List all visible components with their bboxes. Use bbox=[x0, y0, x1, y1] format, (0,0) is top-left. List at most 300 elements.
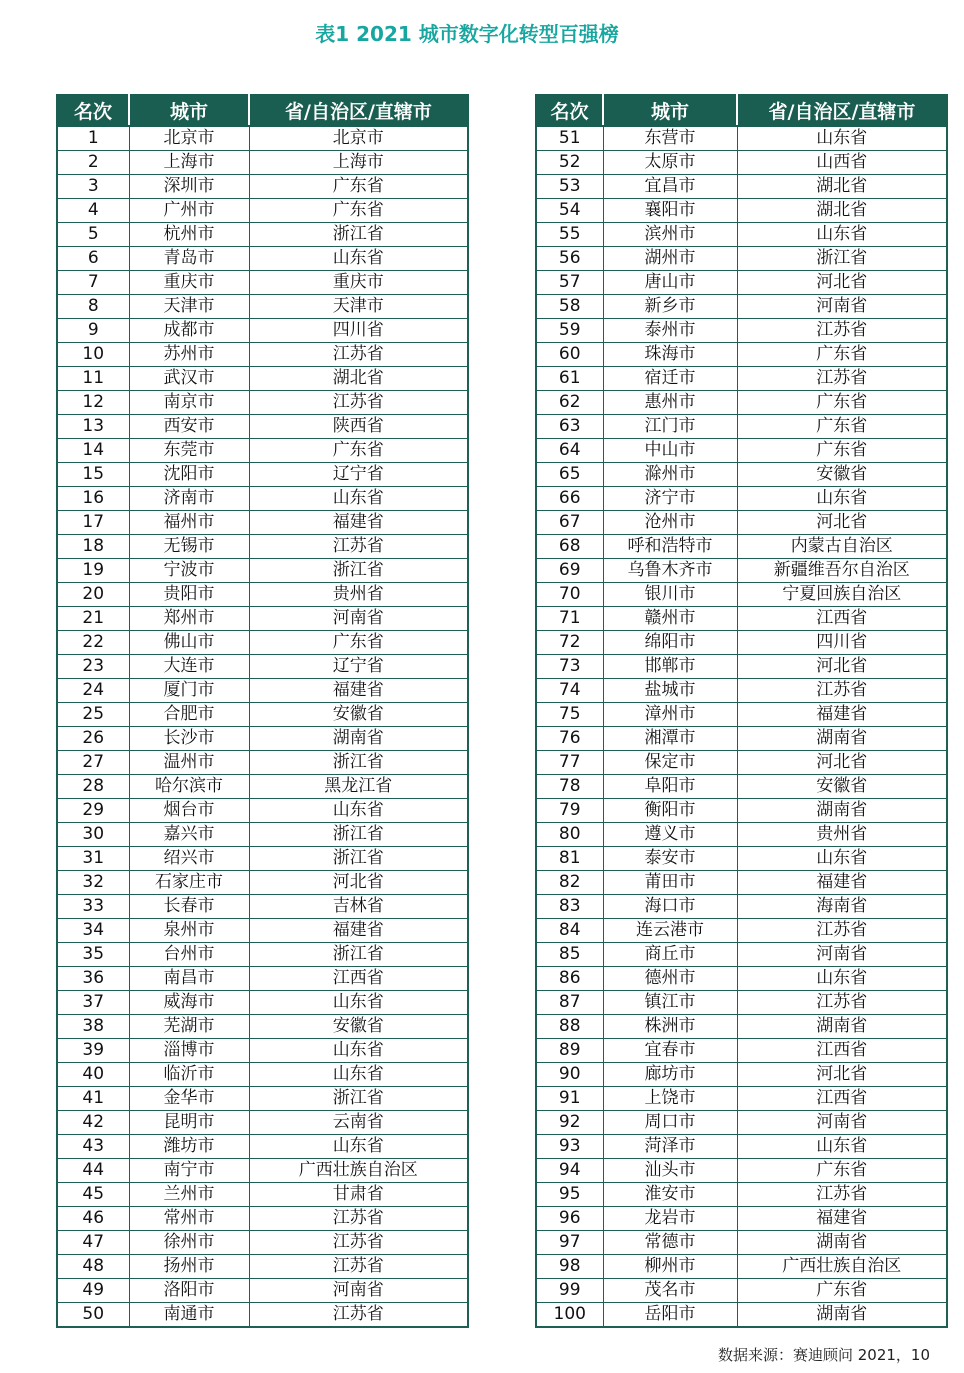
table-row bbox=[536, 991, 947, 1015]
city-cell: 苏州市 bbox=[129, 343, 249, 367]
city-cell: 常德市 bbox=[603, 1231, 737, 1255]
city-cell: 株洲市 bbox=[603, 1015, 737, 1039]
table-row bbox=[57, 319, 468, 343]
city-cell: 重庆市 bbox=[129, 271, 249, 295]
province-cell: 山东省 bbox=[249, 247, 468, 271]
table-row bbox=[57, 967, 468, 991]
province-cell: 浙江省 bbox=[249, 223, 468, 247]
city-cell: 柳州市 bbox=[603, 1255, 737, 1279]
rank-cell: 29 bbox=[57, 799, 129, 823]
province-cell: 广东省 bbox=[249, 175, 468, 199]
rank-cell: 13 bbox=[57, 415, 129, 439]
city-cell: 宜春市 bbox=[603, 1039, 737, 1063]
rank-cell: 92 bbox=[536, 1111, 603, 1135]
rank-cell: 80 bbox=[536, 823, 603, 847]
city-cell: 淄博市 bbox=[129, 1039, 249, 1063]
province-cell: 北京市 bbox=[249, 126, 468, 151]
province-cell: 山东省 bbox=[249, 1039, 468, 1063]
city-cell: 海口市 bbox=[603, 895, 737, 919]
province-cell: 四川省 bbox=[249, 319, 468, 343]
rank-cell: 76 bbox=[536, 727, 603, 751]
city-cell: 廊坊市 bbox=[603, 1063, 737, 1087]
city-cell: 金华市 bbox=[129, 1087, 249, 1111]
province-cell: 江苏省 bbox=[249, 1303, 468, 1328]
province-cell: 云南省 bbox=[249, 1111, 468, 1135]
province-cell: 天津市 bbox=[249, 295, 468, 319]
province-cell: 福建省 bbox=[737, 703, 947, 727]
table-row bbox=[536, 703, 947, 727]
province-cell: 河南省 bbox=[737, 943, 947, 967]
table-row bbox=[57, 751, 468, 775]
province-cell: 江苏省 bbox=[249, 391, 468, 415]
table-row bbox=[57, 775, 468, 799]
rank-cell: 72 bbox=[536, 631, 603, 655]
province-cell: 江苏省 bbox=[737, 991, 947, 1015]
city-cell: 长沙市 bbox=[129, 727, 249, 751]
table-row bbox=[536, 463, 947, 487]
table-row bbox=[57, 871, 468, 895]
rank-cell: 5 bbox=[57, 223, 129, 247]
city-cell: 南通市 bbox=[129, 1303, 249, 1328]
province-cell: 江西省 bbox=[737, 1087, 947, 1111]
province-cell: 福建省 bbox=[737, 1207, 947, 1231]
province-cell: 陕西省 bbox=[249, 415, 468, 439]
rank-cell: 66 bbox=[536, 487, 603, 511]
rank-cell: 21 bbox=[57, 607, 129, 631]
table-row bbox=[57, 1039, 468, 1063]
rank-cell: 52 bbox=[536, 151, 603, 175]
rank-cell: 11 bbox=[57, 367, 129, 391]
province-cell: 上海市 bbox=[249, 151, 468, 175]
table-row bbox=[536, 511, 947, 535]
province-cell: 广东省 bbox=[249, 199, 468, 223]
header-province: 省/自治区/直辖市 bbox=[249, 95, 468, 126]
city-cell: 天津市 bbox=[129, 295, 249, 319]
table-row bbox=[536, 487, 947, 511]
rank-cell: 43 bbox=[57, 1135, 129, 1159]
table-row bbox=[536, 199, 947, 223]
rank-cell: 65 bbox=[536, 463, 603, 487]
city-cell: 哈尔滨市 bbox=[129, 775, 249, 799]
city-cell: 太原市 bbox=[603, 151, 737, 175]
province-cell: 湖南省 bbox=[737, 1303, 947, 1328]
province-cell: 江苏省 bbox=[737, 1183, 947, 1207]
province-cell: 甘肃省 bbox=[249, 1183, 468, 1207]
city-cell: 深圳市 bbox=[129, 175, 249, 199]
province-cell: 山东省 bbox=[249, 1063, 468, 1087]
rank-cell: 42 bbox=[57, 1111, 129, 1135]
province-cell: 福建省 bbox=[737, 871, 947, 895]
city-cell: 兰州市 bbox=[129, 1183, 249, 1207]
province-cell: 广东省 bbox=[737, 1279, 947, 1303]
city-cell: 湖州市 bbox=[603, 247, 737, 271]
rank-cell: 59 bbox=[536, 319, 603, 343]
province-cell: 江苏省 bbox=[249, 1231, 468, 1255]
province-cell: 河北省 bbox=[737, 751, 947, 775]
table-row bbox=[536, 415, 947, 439]
province-cell: 湖北省 bbox=[737, 199, 947, 223]
province-cell: 山东省 bbox=[249, 991, 468, 1015]
city-cell: 上饶市 bbox=[603, 1087, 737, 1111]
table-row bbox=[57, 823, 468, 847]
table-row bbox=[57, 1159, 468, 1183]
rank-cell: 6 bbox=[57, 247, 129, 271]
table-row bbox=[57, 487, 468, 511]
city-cell: 绍兴市 bbox=[129, 847, 249, 871]
table-row bbox=[536, 1039, 947, 1063]
table-row bbox=[536, 727, 947, 751]
city-cell: 衡阳市 bbox=[603, 799, 737, 823]
province-cell: 浙江省 bbox=[249, 847, 468, 871]
province-cell: 河北省 bbox=[737, 271, 947, 295]
city-cell: 上海市 bbox=[129, 151, 249, 175]
city-cell: 中山市 bbox=[603, 439, 737, 463]
province-cell: 山东省 bbox=[737, 223, 947, 247]
table-row bbox=[536, 751, 947, 775]
province-cell: 河南省 bbox=[737, 1111, 947, 1135]
rank-cell: 32 bbox=[57, 871, 129, 895]
rank-cell: 60 bbox=[536, 343, 603, 367]
province-cell: 浙江省 bbox=[249, 1087, 468, 1111]
city-cell: 常州市 bbox=[129, 1207, 249, 1231]
city-cell: 南昌市 bbox=[129, 967, 249, 991]
province-cell: 江西省 bbox=[737, 607, 947, 631]
rank-cell: 84 bbox=[536, 919, 603, 943]
province-cell: 湖南省 bbox=[737, 799, 947, 823]
province-cell: 山东省 bbox=[249, 487, 468, 511]
rank-cell: 93 bbox=[536, 1135, 603, 1159]
city-cell: 徐州市 bbox=[129, 1231, 249, 1255]
province-cell: 四川省 bbox=[737, 631, 947, 655]
rank-cell: 94 bbox=[536, 1159, 603, 1183]
table-row bbox=[57, 535, 468, 559]
city-cell: 福州市 bbox=[129, 511, 249, 535]
city-cell: 威海市 bbox=[129, 991, 249, 1015]
rank-cell: 90 bbox=[536, 1063, 603, 1087]
city-cell: 贵阳市 bbox=[129, 583, 249, 607]
city-cell: 襄阳市 bbox=[603, 199, 737, 223]
city-cell: 嘉兴市 bbox=[129, 823, 249, 847]
table-row bbox=[57, 1183, 468, 1207]
table-row bbox=[57, 799, 468, 823]
province-cell: 浙江省 bbox=[249, 943, 468, 967]
city-cell: 南京市 bbox=[129, 391, 249, 415]
province-cell: 广东省 bbox=[737, 1159, 947, 1183]
table-row bbox=[536, 367, 947, 391]
rank-cell: 86 bbox=[536, 967, 603, 991]
province-cell: 江苏省 bbox=[249, 535, 468, 559]
table-row bbox=[536, 847, 947, 871]
table-row bbox=[57, 727, 468, 751]
table-row bbox=[536, 175, 947, 199]
table-row bbox=[536, 1111, 947, 1135]
table-row bbox=[57, 847, 468, 871]
table-row bbox=[536, 1063, 947, 1087]
rank-cell: 54 bbox=[536, 199, 603, 223]
rank-cell: 57 bbox=[536, 271, 603, 295]
city-cell: 芜湖市 bbox=[129, 1015, 249, 1039]
rank-cell: 18 bbox=[57, 535, 129, 559]
table-row bbox=[57, 175, 468, 199]
table-row bbox=[57, 1231, 468, 1255]
rank-cell: 55 bbox=[536, 223, 603, 247]
table-row bbox=[57, 271, 468, 295]
city-cell: 德州市 bbox=[603, 967, 737, 991]
rank-cell: 75 bbox=[536, 703, 603, 727]
rank-cell: 97 bbox=[536, 1231, 603, 1255]
city-cell: 宿迁市 bbox=[603, 367, 737, 391]
table-row bbox=[57, 991, 468, 1015]
province-cell: 黑龙江省 bbox=[249, 775, 468, 799]
province-cell: 山东省 bbox=[737, 126, 947, 151]
table-row bbox=[57, 223, 468, 247]
province-cell: 河北省 bbox=[737, 655, 947, 679]
table-row bbox=[536, 655, 947, 679]
rank-cell: 3 bbox=[57, 175, 129, 199]
city-cell: 银川市 bbox=[603, 583, 737, 607]
city-cell: 杭州市 bbox=[129, 223, 249, 247]
rank-cell: 44 bbox=[57, 1159, 129, 1183]
province-cell: 江苏省 bbox=[737, 367, 947, 391]
table-row bbox=[536, 151, 947, 175]
province-cell: 安徽省 bbox=[737, 775, 947, 799]
table-row bbox=[536, 559, 947, 583]
city-cell: 泰安市 bbox=[603, 847, 737, 871]
table-row bbox=[536, 319, 947, 343]
province-cell: 河南省 bbox=[737, 295, 947, 319]
province-cell: 安徽省 bbox=[249, 1015, 468, 1039]
province-cell: 湖北省 bbox=[249, 367, 468, 391]
province-cell: 湖南省 bbox=[737, 1015, 947, 1039]
rank-cell: 15 bbox=[57, 463, 129, 487]
province-cell: 广东省 bbox=[737, 439, 947, 463]
table-row bbox=[536, 1135, 947, 1159]
city-cell: 赣州市 bbox=[603, 607, 737, 631]
page-title: 表1 2021 城市数字化转型百强榜 bbox=[315, 22, 619, 46]
city-cell: 周口市 bbox=[603, 1111, 737, 1135]
table-row bbox=[536, 967, 947, 991]
table-row bbox=[57, 1063, 468, 1087]
city-cell: 成都市 bbox=[129, 319, 249, 343]
rank-cell: 88 bbox=[536, 1015, 603, 1039]
province-cell: 江苏省 bbox=[737, 919, 947, 943]
rank-cell: 91 bbox=[536, 1087, 603, 1111]
table-row bbox=[57, 1255, 468, 1279]
city-cell: 漳州市 bbox=[603, 703, 737, 727]
rank-cell: 30 bbox=[57, 823, 129, 847]
province-cell: 江苏省 bbox=[737, 679, 947, 703]
city-cell: 盐城市 bbox=[603, 679, 737, 703]
header-city: 城市 bbox=[603, 95, 737, 126]
city-cell: 江门市 bbox=[603, 415, 737, 439]
table-row bbox=[536, 775, 947, 799]
city-cell: 沈阳市 bbox=[129, 463, 249, 487]
table-row bbox=[536, 1087, 947, 1111]
rank-cell: 37 bbox=[57, 991, 129, 1015]
city-cell: 临沂市 bbox=[129, 1063, 249, 1087]
rank-cell: 10 bbox=[57, 343, 129, 367]
city-cell: 遵义市 bbox=[603, 823, 737, 847]
province-cell: 河北省 bbox=[737, 1063, 947, 1087]
province-cell: 吉林省 bbox=[249, 895, 468, 919]
rank-cell: 20 bbox=[57, 583, 129, 607]
province-cell: 山东省 bbox=[737, 967, 947, 991]
rank-cell: 49 bbox=[57, 1279, 129, 1303]
province-cell: 贵州省 bbox=[737, 823, 947, 847]
table-row bbox=[536, 1207, 947, 1231]
city-cell: 郑州市 bbox=[129, 607, 249, 631]
table-row bbox=[536, 1159, 947, 1183]
city-cell: 济宁市 bbox=[603, 487, 737, 511]
city-cell: 长春市 bbox=[129, 895, 249, 919]
table-row bbox=[536, 919, 947, 943]
province-cell: 安徽省 bbox=[249, 703, 468, 727]
province-cell: 江苏省 bbox=[249, 343, 468, 367]
table-row bbox=[57, 703, 468, 727]
province-cell: 山西省 bbox=[737, 151, 947, 175]
city-cell: 烟台市 bbox=[129, 799, 249, 823]
city-cell: 合肥市 bbox=[129, 703, 249, 727]
rank-cell: 70 bbox=[536, 583, 603, 607]
city-cell: 汕头市 bbox=[603, 1159, 737, 1183]
table-row bbox=[536, 1015, 947, 1039]
rank-cell: 71 bbox=[536, 607, 603, 631]
rank-cell: 35 bbox=[57, 943, 129, 967]
city-cell: 宜昌市 bbox=[603, 175, 737, 199]
city-cell: 温州市 bbox=[129, 751, 249, 775]
rank-cell: 61 bbox=[536, 367, 603, 391]
rank-cell: 62 bbox=[536, 391, 603, 415]
city-cell: 莆田市 bbox=[603, 871, 737, 895]
province-cell: 河北省 bbox=[249, 871, 468, 895]
table-row bbox=[57, 583, 468, 607]
table-row bbox=[57, 439, 468, 463]
rank-cell: 34 bbox=[57, 919, 129, 943]
city-cell: 菏泽市 bbox=[603, 1135, 737, 1159]
table-row bbox=[536, 439, 947, 463]
rank-cell: 50 bbox=[57, 1303, 129, 1328]
city-cell: 镇江市 bbox=[603, 991, 737, 1015]
table-row bbox=[536, 895, 947, 919]
city-cell: 台州市 bbox=[129, 943, 249, 967]
province-cell: 广西壮族自治区 bbox=[249, 1159, 468, 1183]
province-cell: 新疆维吾尔自治区 bbox=[737, 559, 947, 583]
header-province: 省/自治区/直辖市 bbox=[737, 95, 947, 126]
table-row bbox=[57, 679, 468, 703]
rank-cell: 99 bbox=[536, 1279, 603, 1303]
rank-cell: 98 bbox=[536, 1255, 603, 1279]
province-cell: 内蒙古自治区 bbox=[737, 535, 947, 559]
rank-cell: 95 bbox=[536, 1183, 603, 1207]
rank-cell: 1 bbox=[57, 126, 129, 151]
table-row bbox=[536, 1255, 947, 1279]
city-cell: 大连市 bbox=[129, 655, 249, 679]
province-cell: 安徽省 bbox=[737, 463, 947, 487]
rank-cell: 82 bbox=[536, 871, 603, 895]
rank-cell: 77 bbox=[536, 751, 603, 775]
rank-cell: 9 bbox=[57, 319, 129, 343]
city-cell: 昆明市 bbox=[129, 1111, 249, 1135]
table-header-row bbox=[536, 95, 947, 126]
city-cell: 绵阳市 bbox=[603, 631, 737, 655]
city-cell: 淮安市 bbox=[603, 1183, 737, 1207]
table-row bbox=[57, 1303, 468, 1328]
province-cell: 宁夏回族自治区 bbox=[737, 583, 947, 607]
city-cell: 泉州市 bbox=[129, 919, 249, 943]
city-cell: 龙岩市 bbox=[603, 1207, 737, 1231]
rank-cell: 51 bbox=[536, 126, 603, 151]
city-cell: 新乡市 bbox=[603, 295, 737, 319]
rank-cell: 68 bbox=[536, 535, 603, 559]
province-cell: 湖南省 bbox=[737, 727, 947, 751]
table-row bbox=[57, 343, 468, 367]
table-row bbox=[57, 415, 468, 439]
city-cell: 阜阳市 bbox=[603, 775, 737, 799]
table-row bbox=[536, 583, 947, 607]
province-cell: 浙江省 bbox=[249, 559, 468, 583]
table-row bbox=[536, 126, 947, 151]
rank-cell: 89 bbox=[536, 1039, 603, 1063]
table-row bbox=[57, 631, 468, 655]
rank-cell: 36 bbox=[57, 967, 129, 991]
city-cell: 济南市 bbox=[129, 487, 249, 511]
province-cell: 山东省 bbox=[737, 847, 947, 871]
rank-cell: 27 bbox=[57, 751, 129, 775]
city-cell: 连云港市 bbox=[603, 919, 737, 943]
table-row bbox=[57, 943, 468, 967]
rank-cell: 4 bbox=[57, 199, 129, 223]
rank-cell: 85 bbox=[536, 943, 603, 967]
city-cell: 北京市 bbox=[129, 126, 249, 151]
rank-cell: 40 bbox=[57, 1063, 129, 1087]
city-cell: 广州市 bbox=[129, 199, 249, 223]
city-cell: 东莞市 bbox=[129, 439, 249, 463]
table-row bbox=[57, 1279, 468, 1303]
rank-cell: 41 bbox=[57, 1087, 129, 1111]
table-row bbox=[57, 391, 468, 415]
province-cell: 江西省 bbox=[249, 967, 468, 991]
city-cell: 邯郸市 bbox=[603, 655, 737, 679]
province-cell: 浙江省 bbox=[249, 823, 468, 847]
province-cell: 重庆市 bbox=[249, 271, 468, 295]
rank-cell: 87 bbox=[536, 991, 603, 1015]
province-cell: 贵州省 bbox=[249, 583, 468, 607]
table-row bbox=[57, 655, 468, 679]
city-cell: 茂名市 bbox=[603, 1279, 737, 1303]
province-cell: 山东省 bbox=[249, 1135, 468, 1159]
table-row bbox=[536, 943, 947, 967]
rank-cell: 83 bbox=[536, 895, 603, 919]
table-row bbox=[57, 1015, 468, 1039]
province-cell: 辽宁省 bbox=[249, 655, 468, 679]
province-cell: 广西壮族自治区 bbox=[737, 1255, 947, 1279]
table-row bbox=[57, 199, 468, 223]
ranking-table-right bbox=[535, 94, 948, 1328]
province-cell: 山东省 bbox=[737, 487, 947, 511]
table-row bbox=[536, 223, 947, 247]
rank-cell: 63 bbox=[536, 415, 603, 439]
table-row bbox=[536, 1303, 947, 1328]
table-row bbox=[536, 607, 947, 631]
table-row bbox=[57, 895, 468, 919]
rank-cell: 64 bbox=[536, 439, 603, 463]
province-cell: 湖北省 bbox=[737, 175, 947, 199]
province-cell: 广东省 bbox=[737, 343, 947, 367]
rank-cell: 26 bbox=[57, 727, 129, 751]
city-cell: 唐山市 bbox=[603, 271, 737, 295]
rank-cell: 17 bbox=[57, 511, 129, 535]
table-row bbox=[57, 151, 468, 175]
